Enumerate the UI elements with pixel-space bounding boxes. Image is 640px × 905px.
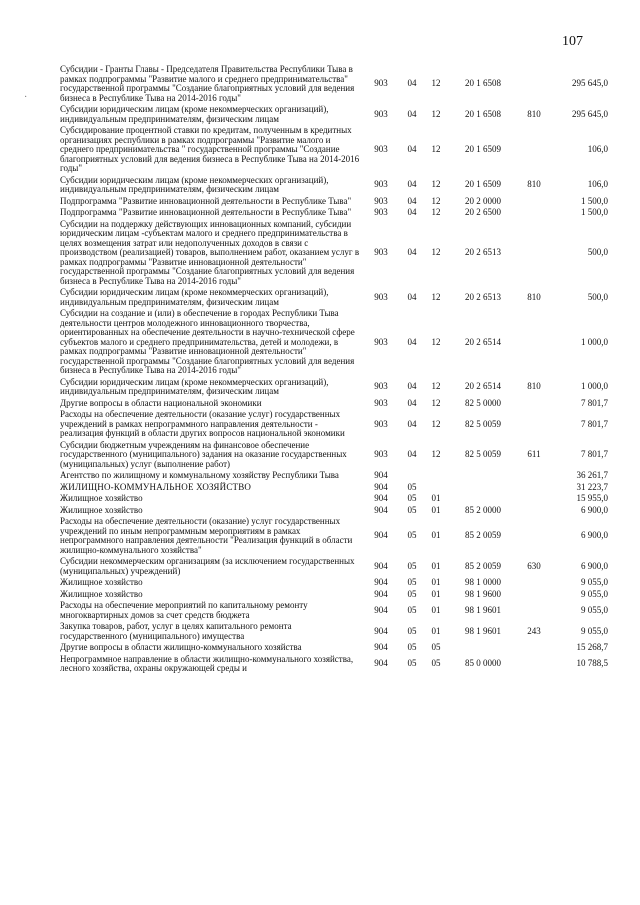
- target-article-code: 20 2 6500: [465, 207, 501, 217]
- target-article-code: 20 1 6508: [465, 108, 501, 119]
- amount-value: 9 055,0: [581, 625, 608, 636]
- budget-table: [60, 64, 608, 675]
- table-row: [60, 377, 608, 398]
- target-article-code: 85 0 0000: [465, 658, 501, 669]
- amount-value: 15 268,7: [576, 642, 608, 652]
- ministry-code: 903: [374, 144, 388, 154]
- expense-type-code: [516, 409, 552, 440]
- subsection-code: 05: [431, 658, 441, 669]
- subsection-code: 01: [431, 588, 441, 599]
- section-code: 05: [407, 604, 417, 615]
- expense-type-code: [516, 577, 552, 589]
- ministry-code: 903: [374, 336, 388, 347]
- ministry-code: 904: [374, 530, 388, 541]
- budget-table-body: [60, 64, 608, 675]
- subsection-code: 12: [431, 247, 441, 257]
- section-code: 04: [407, 144, 417, 154]
- expense-type-code: [516, 125, 552, 175]
- table-row: [60, 556, 608, 577]
- target-article-code: 98 1 9601: [465, 625, 501, 636]
- subsection-code: 12: [431, 397, 441, 408]
- section-code: 05: [407, 493, 417, 503]
- row-description: Жилищное хозяйство: [60, 504, 143, 515]
- row-description: ЖИЛИЩНО-КОММУНАЛЬНОЕ ХОЗЯЙСТВО: [60, 481, 252, 492]
- row-description: Непрограммное направление в области жилищно-коммунального хозяйства, лесного хозяйства, охраны окружающей среды и: [60, 653, 354, 673]
- section-code: 05: [407, 658, 417, 669]
- row-description: Подпрограмма "Развитие инновационной деятельности в Республике Тыва": [60, 207, 352, 217]
- table-row: [60, 440, 608, 471]
- expense-type-code: 243: [527, 625, 541, 636]
- section-code: 05: [407, 530, 417, 541]
- row-description: Агентство по жилищному и коммунальному хозяйству Республики Тыва: [60, 470, 339, 480]
- section-code: 04: [407, 195, 417, 206]
- table-row: [60, 175, 608, 196]
- subsection-code: 12: [431, 108, 441, 119]
- row-description: Жилищное хозяйство: [60, 577, 143, 587]
- subsection-code: 01: [431, 493, 441, 503]
- table-row: [60, 470, 608, 482]
- row-description: Жилищное хозяйство: [60, 588, 143, 599]
- expense-type-code: [516, 398, 552, 410]
- row-description: Субсидии на поддержку действующих инновационных компаний, субсидии юридическим лицам -субъектам малого и среднего предпринимательства в целях возмещения затрат или недополученных доходов в связи с производством (реализацией) товаров, выполнением работ, оказанием услуг в рамках подпрограммы "Развитие инновационной деятельности" государственной программы "Создание благоприятных условий для ведения бизнеса в Республике Тыва на 2014-2016 годы": [60, 218, 360, 286]
- amount-value: 6 900,0: [581, 530, 608, 541]
- section-code: 04: [407, 247, 417, 257]
- expense-type-code: [516, 470, 552, 482]
- target-article-code: 82 5 0059: [465, 418, 501, 429]
- subsection-code: 12: [431, 381, 441, 392]
- amount-value: 500,0: [587, 291, 608, 302]
- target-article-code: 20 1 6508: [465, 78, 501, 89]
- expense-type-code: [516, 219, 552, 288]
- ministry-code: 904: [374, 642, 388, 652]
- section-code: 05: [407, 577, 417, 587]
- row-description: Субсидии юридическим лицам (кроме некоммерческих организаций), индивидуальным предпринимателям, физическим лицам: [60, 174, 329, 194]
- target-article-code: 20 1 6509: [465, 179, 501, 190]
- ministry-code: 904: [374, 604, 388, 615]
- subsection-code: 01: [431, 560, 441, 571]
- expense-type-code: 630: [527, 560, 541, 571]
- expense-type-code: [516, 207, 552, 219]
- amount-value: 106,0: [587, 144, 608, 154]
- row-description: Субсидирование процентной ставки по кредитам, полученным в кредитных организациях республики в рамках подпрограммы "Развитие малого и среднего предпринимательства " государственной программы "Создание благоприятных условий для ведения бизнеса в Республике Тыва на 2014-2016 годы": [60, 125, 360, 173]
- target-article-code: [450, 642, 516, 654]
- subsection-code: [422, 470, 450, 482]
- expense-type-code: [516, 308, 552, 377]
- row-description: Жилищное хозяйство: [60, 493, 143, 503]
- row-description: Субсидии бюджетным учреждениям на финансовое обеспечение государственного (муниципального) задания на оказание государственных (муниципальных) услуг (выполнение работ): [60, 439, 347, 469]
- expense-type-code: [516, 493, 552, 505]
- section-code: 04: [407, 179, 417, 190]
- amount-value: 9 055,0: [581, 588, 608, 599]
- subsection-code: 01: [431, 577, 441, 587]
- table-row: [60, 409, 608, 440]
- table-row: [60, 577, 608, 589]
- ministry-code: 903: [374, 418, 388, 429]
- row-description: Субсидии юридическим лицам (кроме некоммерческих организаций), индивидуальным предпринимателям, физическим лицам: [60, 104, 329, 124]
- expense-type-code: [516, 505, 552, 517]
- target-article-code: 98 1 9600: [465, 588, 501, 599]
- ministry-code: 904: [374, 658, 388, 669]
- ministry-code: 903: [374, 195, 388, 206]
- table-row: [60, 308, 608, 377]
- ministry-code: 904: [374, 493, 388, 503]
- expense-type-code: 810: [527, 179, 541, 190]
- target-article-code: 82 5 0000: [465, 397, 501, 408]
- ministry-code: 904: [374, 577, 388, 587]
- amount-value: 295 645,0: [572, 108, 608, 119]
- target-article-code: 20 2 6513: [465, 291, 501, 302]
- amount-value: 1 000,0: [581, 381, 608, 392]
- section-code: [402, 470, 422, 482]
- section-code: 05: [407, 481, 417, 492]
- section-code: 04: [407, 418, 417, 429]
- target-article-code: 85 2 0059: [465, 530, 501, 541]
- row-description: Подпрограмма "Развитие инновационной деятельности в Республике Тыва": [60, 195, 352, 206]
- subsection-code: [422, 482, 450, 494]
- amount-value: 9 055,0: [581, 577, 608, 587]
- target-article-code: 20 2 0000: [465, 195, 501, 206]
- margin-mark: ·: [24, 92, 28, 103]
- section-code: 04: [407, 291, 417, 302]
- target-article-code: [450, 493, 516, 505]
- row-description: Субсидии - Гранты Главы - Председателя Правительства Республики Тыва в рамках подпрограммы "Развитие малого и среднего предпринимательства" государственной программы "Создание благоприятных условий для ведения бизнеса в Республике Тыва на 2014-2016 годы": [60, 64, 355, 103]
- amount-value: 36 261,7: [576, 470, 608, 480]
- expense-type-code: 810: [527, 108, 541, 119]
- amount-value: 15 955,0: [576, 493, 608, 503]
- ministry-code: 904: [374, 481, 388, 492]
- row-description: Другие вопросы в области национальной экономики: [60, 397, 262, 408]
- amount-value: 10 788,5: [576, 658, 608, 669]
- subsection-code: 12: [431, 291, 441, 302]
- amount-value: 106,0: [587, 179, 608, 190]
- target-article-code: 98 1 0000: [465, 577, 501, 587]
- subsection-code: 12: [431, 449, 441, 459]
- row-description: Субсидии на создание и (или) в обеспечение в городах Республики Тыва деятельности центров молодежного инновационного творчества, ориентированных на обеспечение деятельности в научно-технической сфере субъектов малого и среднего предпринимательства, детей и молодежи, в рамках подпрограммы "Развитие инновационной деятельности" государственной программы "Создание благоприятных условий для ведения бизнеса в Республике Тыва на 2014-2016 годы": [60, 308, 355, 375]
- expense-type-code: 611: [527, 449, 541, 459]
- table-row: [60, 287, 608, 308]
- section-code: 05: [407, 625, 417, 636]
- amount-value: 6 900,0: [581, 504, 608, 515]
- table-row: [60, 207, 608, 219]
- section-code: 04: [407, 381, 417, 392]
- amount-value: 9 055,0: [581, 604, 608, 615]
- target-article-code: 85 2 0000: [465, 504, 501, 515]
- ministry-code: 903: [374, 179, 388, 190]
- section-code: 04: [407, 207, 417, 217]
- ministry-code: 903: [374, 291, 388, 302]
- subsection-code: 12: [431, 179, 441, 190]
- row-description: Расходы на обеспечение деятельности (оказание услуг) государственных учреждений в рамках непрограммного направления деятельности - реализация функций в области других вопросов национальной экономики: [60, 409, 345, 438]
- subsection-code: 01: [431, 530, 441, 541]
- ministry-code: 904: [374, 560, 388, 571]
- ministry-code: 903: [374, 247, 388, 257]
- subsection-code: 12: [431, 195, 441, 206]
- ministry-code: 903: [374, 449, 388, 459]
- table-row: [60, 516, 608, 556]
- expense-type-code: [516, 600, 552, 621]
- table-row: [60, 493, 608, 505]
- ministry-code: 903: [374, 108, 388, 119]
- row-description: Другие вопросы в области жилищно-коммунального хозяйства: [60, 642, 302, 652]
- expense-type-code: [516, 642, 552, 654]
- target-article-code: 20 2 6513: [465, 247, 501, 257]
- amount-value: 6 900,0: [581, 560, 608, 571]
- section-code: 05: [407, 588, 417, 599]
- table-row: [60, 64, 608, 104]
- target-article-code: 20 2 6514: [465, 381, 501, 392]
- table-row: [60, 398, 608, 410]
- section-code: 04: [407, 108, 417, 119]
- subsection-code: 01: [431, 604, 441, 615]
- expense-type-code: [516, 482, 552, 494]
- subsection-code: 12: [431, 336, 441, 347]
- subsection-code: 01: [431, 504, 441, 515]
- table-row: [60, 196, 608, 208]
- ministry-code: 904: [374, 470, 388, 480]
- table-row: [60, 104, 608, 125]
- subsection-code: 12: [431, 144, 441, 154]
- table-row: [60, 125, 608, 175]
- row-description: Расходы на обеспечение мероприятий по капитальному ремонту многоквартирных домов за счет средств бюджета: [60, 600, 308, 620]
- amount-value: 1 000,0: [581, 336, 608, 347]
- subsection-code: 12: [431, 207, 441, 217]
- amount-value: 7 801,7: [581, 418, 608, 429]
- expense-type-code: 810: [527, 291, 541, 302]
- ministry-code: 903: [374, 397, 388, 408]
- table-row: [60, 589, 608, 601]
- table-row: [60, 654, 608, 675]
- section-code: 04: [407, 78, 417, 89]
- row-description: Субсидии юридическим лицам (кроме некоммерческих организаций), индивидуальным предпринимателям, физическим лицам: [60, 287, 329, 307]
- subsection-code: 12: [431, 78, 441, 89]
- ministry-code: 904: [374, 588, 388, 599]
- ministry-code: 903: [374, 207, 388, 217]
- ministry-code: 903: [374, 381, 388, 392]
- amount-value: 500,0: [587, 247, 608, 257]
- target-article-code: 82 5 0059: [465, 449, 501, 459]
- expense-type-code: [516, 64, 552, 104]
- ministry-code: 903: [374, 78, 388, 89]
- section-code: 04: [407, 449, 417, 459]
- amount-value: 1 500,0: [581, 195, 608, 206]
- table-row: [60, 505, 608, 517]
- amount-value: 31 223,7: [576, 481, 608, 492]
- target-article-code: 98 1 9601: [465, 604, 501, 615]
- expense-type-code: [516, 196, 552, 208]
- subsection-code: 05: [431, 642, 441, 652]
- target-article-code: 20 2 6514: [465, 336, 501, 347]
- section-code: 05: [407, 504, 417, 515]
- amount-value: 295 645,0: [572, 78, 608, 89]
- section-code: 04: [407, 397, 417, 408]
- ministry-code: 904: [374, 625, 388, 636]
- amount-value: 7 801,7: [581, 397, 608, 408]
- table-row: [60, 482, 608, 494]
- section-code: 04: [407, 336, 417, 347]
- expense-type-code: [516, 589, 552, 601]
- table-row: [60, 642, 608, 654]
- section-code: 05: [407, 560, 417, 571]
- expense-type-code: 810: [527, 381, 541, 392]
- subsection-code: 01: [431, 625, 441, 636]
- amount-value: 1 500,0: [581, 207, 608, 217]
- row-description: Расходы на обеспечение деятельности (оказание) услуг государственных учреждений по иным непрограммным мероприятиям в рамках непрограммного направления деятельности "Реализация функций в области жилищно-коммунального хозяйства": [60, 516, 353, 555]
- table-row: [60, 600, 608, 621]
- subsection-code: 12: [431, 418, 441, 429]
- ministry-code: 904: [374, 504, 388, 515]
- amount-value: 7 801,7: [581, 449, 608, 459]
- target-article-code: 85 2 0059: [465, 560, 501, 571]
- table-row: [60, 621, 608, 642]
- expense-type-code: [516, 654, 552, 675]
- page-number: 107: [562, 34, 583, 49]
- section-code: 05: [407, 642, 417, 652]
- row-description: Субсидии некоммерческим организациям (за исключением государственных (муниципальных) учреждений): [60, 556, 355, 576]
- table-row: [60, 219, 608, 288]
- row-description: Закупка товаров, работ, услуг в целях капитального ремонта государственного (муниципального) имущества: [60, 621, 292, 641]
- row-description: Субсидии юридическим лицам (кроме некоммерческих организаций), индивидуальным предпринимателям, физическим лицам: [60, 376, 329, 396]
- target-article-code: [450, 470, 516, 482]
- target-article-code: [450, 482, 516, 494]
- target-article-code: 20 1 6509: [465, 144, 501, 154]
- expense-type-code: [516, 516, 552, 556]
